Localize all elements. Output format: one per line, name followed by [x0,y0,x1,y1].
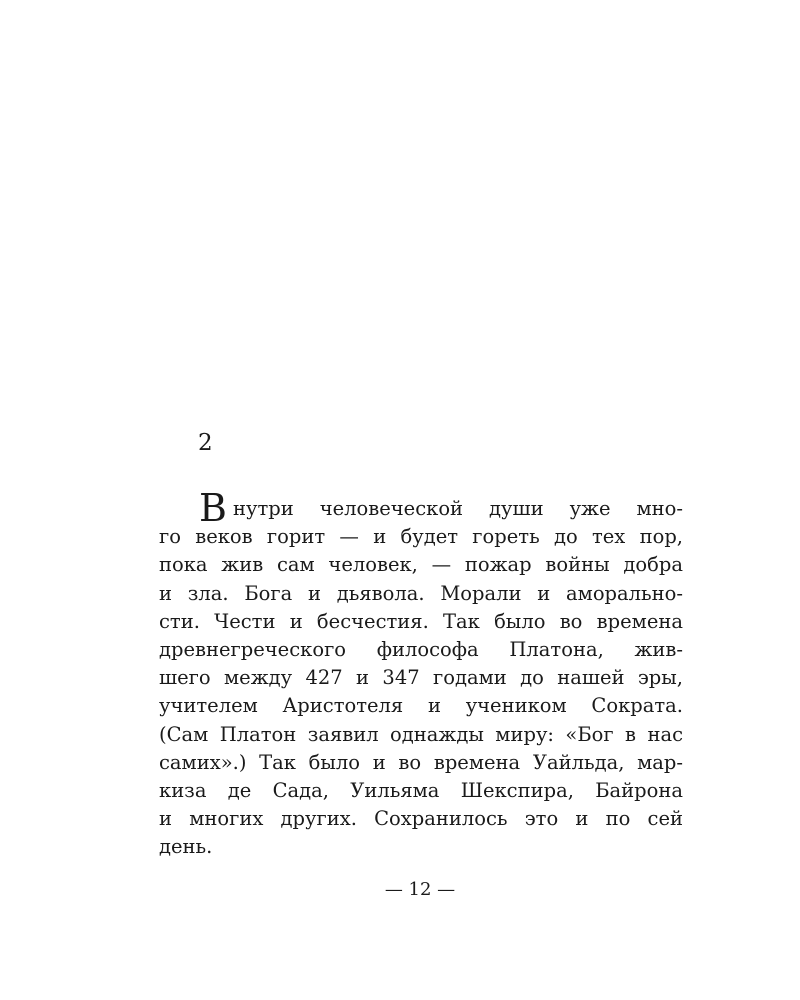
first-line-text: нутри человеческой души уже мно- [233,497,683,520]
paragraph-line: го веков горит — и будет гореть до тех пор, [159,525,683,549]
paragraph-line: самих».) Так было и во времена Уайльда, мар- [159,750,683,774]
page-number: — 12 — [384,879,456,900]
paragraph-line-first [159,486,683,530]
paragraph-line: шего между 427 и 347 годами до нашей эры, [159,666,683,690]
paragraph-line: и многих других. Сохранилось это и по сей [159,807,683,831]
chapter-body-text [159,486,683,861]
paragraph-line: киза де Сада, Уильяма Шекспира, Байрона [159,778,683,802]
paragraph-line: пока жив сам человек, — пожар войны добра [159,553,683,577]
paragraph-line-last: день. [159,835,213,859]
chapter-number: 2 [198,430,213,456]
paragraph-line: древнегреческого философа Платона, жив- [159,637,683,661]
paragraph-line: сти. Чести и бесчестия. Так было во времена [159,609,683,633]
drop-cap: В [199,486,227,530]
paragraph-line: и зла. Бога и дьявола. Морали и аморально- [159,581,683,605]
paragraph-line: (Сам Платон заявил однажды миру: «Бог в нас [159,722,683,746]
paragraph-line: учителем Аристотеля и учеником Сократа. [159,694,683,718]
